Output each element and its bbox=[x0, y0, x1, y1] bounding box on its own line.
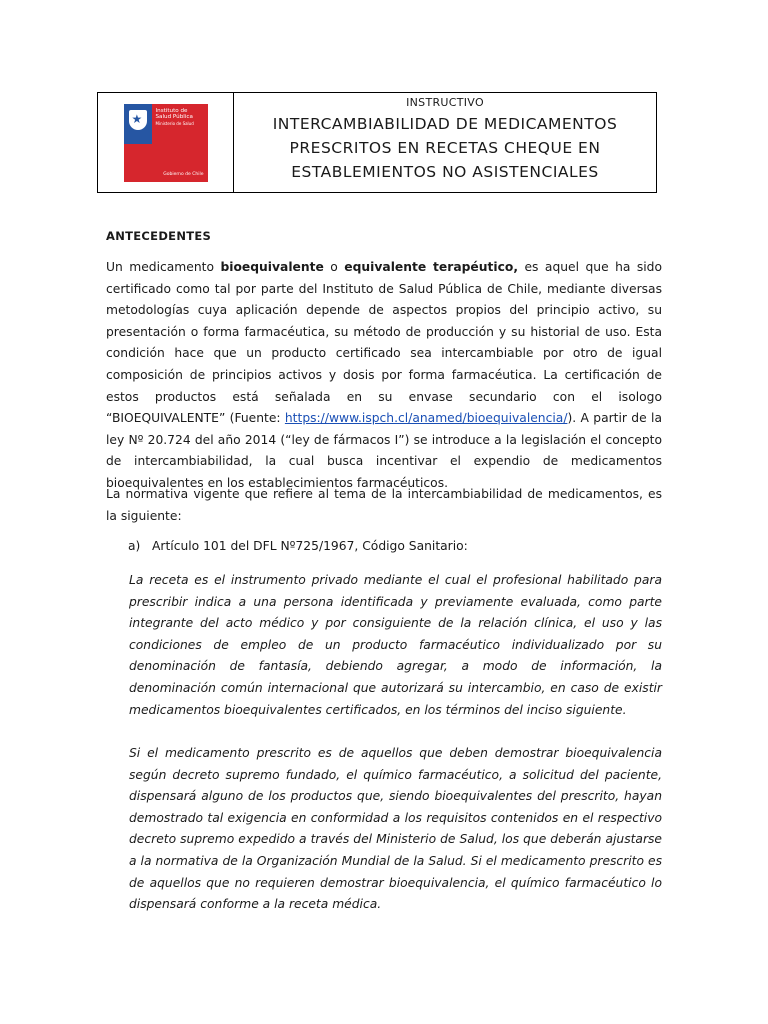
p1-text-4: ). A partir de la ley Nº 20.724 del año 2014 (“ley de fármacos I”) se introduce a la legislación el concepto de intercambiabilidad, la cual busca incentivar el expendio de medicamentos bioequivalentes en los establecimientos farmacéuticos. bbox=[106, 411, 662, 490]
isp-logo bbox=[124, 104, 208, 182]
logo-cell bbox=[98, 93, 234, 192]
section-heading: ANTECEDENTES bbox=[106, 229, 212, 243]
logo-line-1: Instituto de bbox=[155, 107, 188, 114]
paragraph-2: La normativa vigente que refiere al tema de la intercambiabilidad de medicamentos, es la siguiente: bbox=[106, 487, 662, 523]
quote-paragraph-2: Si el medicamento prescrito es de aquellos que deben demostrar bioequivalencia según decreto supremo fundado, el químico farmacéutico, a solicitud del paciente, dispensará alguno de los productos que, siendo bioequivalentes del prescrito, hayan demostrado tal exigencia en conformidad a los requisitos contenidos en el respectivo decreto supremo expedido a través del Ministerio de Salud, los que deberán ajustarse a la normativa de la Organización Mundial de la Salud. Si el medicamento prescrito es de aquellos que no requieren demostrar bioequivalencia, el químico farmacéutico lo dispensará conforme a la receta médica. bbox=[129, 746, 662, 912]
paragraph-1 bbox=[106, 257, 662, 495]
title-line-3: ESTABLEMIENTOS NO ASISTENCIALES bbox=[291, 163, 599, 181]
bioequivalencia-link[interactable]: https://www.ispch.cl/anamed/bioequivalencia/ bbox=[284, 411, 568, 426]
document-title bbox=[234, 112, 656, 184]
title-cell bbox=[234, 93, 656, 192]
title-line-2: PRESCRITOS EN RECETAS CHEQUE EN bbox=[289, 139, 601, 157]
list-letter: a) bbox=[128, 539, 141, 553]
chile-shield-icon bbox=[129, 110, 147, 130]
list-item-a bbox=[128, 539, 468, 553]
document-header bbox=[97, 92, 657, 193]
quote-paragraph-1: La receta es el instrumento privado mediante el cual el profesional habilitado para prescribir indica a una persona identificada y previamente evaluada, como parte integrante del acto médico y por consiguiente de la relación clínica, el uso y las condiciones de empleo de un producto farmacéutico individualizado por su denominación de fantasía, debiendo agregar, a modo de información, la denominación común internacional que autorizará su intercambio, en caso de existir medicamentos bioequivalentes certificados, en los términos del inciso siguiente. bbox=[129, 573, 662, 717]
p1-text-1: Un medicamento bbox=[106, 260, 221, 274]
p1-bold-2: equivalente terapéutico, bbox=[344, 260, 519, 274]
document-kicker: INSTRUCTIVO bbox=[406, 96, 484, 109]
logo-line-3: Ministerio de Salud bbox=[155, 120, 194, 126]
p1-bold-1: bioequivalente bbox=[220, 260, 324, 274]
logo-line-4: Gobierno de Chile bbox=[163, 171, 204, 177]
title-line-1: INTERCAMBIABILIDAD DE MEDICAMENTOS bbox=[272, 115, 618, 133]
logo-shield-block bbox=[124, 104, 152, 144]
logo-line-2: Salud Pública bbox=[155, 113, 193, 120]
list-item-text: Artículo 101 del DFL Nº725/1967, Código Sanitario: bbox=[152, 539, 468, 553]
p1-text-2: o bbox=[323, 260, 345, 274]
p1-text-3: es aquel que ha sido certificado como tal por parte del Instituto de Salud Pública de Chile, mediante diversas metodologías cuya aplicación depende de aspectos propios del principio activo, su presentación o forma farmacéutica, su método de producción y su historial de uso. Esta condición hace que un producto certificado sea intercambiable por otro de igual composición de principios activos y dosis por forma farmacéutica. La certificación de estos productos está señalada en su envase secundario con el isologo “BIOEQUIVALENTE” (Fuente: bbox=[106, 260, 663, 426]
